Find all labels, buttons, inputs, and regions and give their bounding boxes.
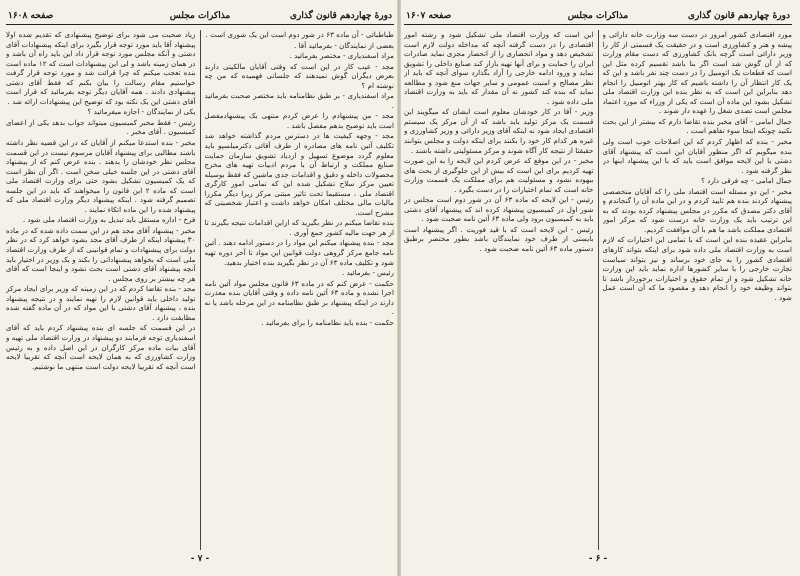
paragraph: مخبر - پیشنهاد آقای مجد هم در این سمت داده شده که در ماده ۳۰ پیشنهاد اینکه از طرف آقای مجد بشود خواهد کرد که در نظر دولت برای پیشنهادات و تمام قوانینی که از طرف وزارت اقتصاد ملی است که بخواهد پیشنهاداتی را بکند و یک وزیر در اختیار باید آنچه پیشنهاد آقای دشتی است بحث نشود و اینجا است که آقای هر چه بیشتر بر روی مجلس . <box>6 225 196 283</box>
paragraph: این است که وزارت اقتصاد ملی تشکیل شود و رشته امور اقتصادی را در دست گرفته آنچه که مداخله دولت لازم است تشخیص دهد و مواد انحصاری را از انحصار مجزی نماید صادرات ایران را حمایت و برای آنها تهیه بازار کند صنایع داخلی را تشویق نماید و ورود ادامه خارجی را آزاد بگذارد سوای آنچه که باید از نظر مصالح و امنیت عمومی و سایر جهات منع شود و مطالعه نماید که بنده کند کشور نه آن مقدار که باید به وزارت اقتصاد ملی داده شود . <box>404 30 594 106</box>
paragraph: بعضی از نمایندگان - بفرمائید آقا . <box>294 40 394 50</box>
paragraph: مخبر - بنده که اظهار کردم که این اصلاحات خوب است ولی بنده میگویم که اگر منظور آقایان این است که پیشنهاد آقای دشتی با این لایحه موافق است باید که با این پیشنهاد اینها در نظر گرفته شود . <box>602 137 792 175</box>
left-page-right-column <box>205 30 395 550</box>
paragraph: رئیس - فقط مخبر کمیسیون میتواند جواب بدهد یکی از اعضای کمیسیون . آقای مخبر . <box>6 117 196 137</box>
paragraph: مخبر - بنده استدعا میکنم از آقایان که در این قضیه نظر داشته باشند مطالبی برای پیشنهاد آقایان مرسوم نیست در این قسمت مجلس نظر خودشان را بدهند . بنده عرض کنم که از پیشنهاد آقای دشتی در این جلسه خیلی سخن است . اگر آن نظر است که یک کمیسیون تشکیل بشود حتی برای وزارت اقتصاد ملی است که ماده ۲ این قانون را میخواهند که باید در این جلسه تصمیم گرفته شود . اینکه پیشنهاد دیگر وزارت اقتصاد ملی که پیشنهاد شده را این ماده اتکاء نمایند . <box>6 138 196 214</box>
right-page <box>404 8 792 566</box>
right-page-header <box>404 8 792 25</box>
right-page-columns <box>404 30 792 550</box>
paragraph: طباطبائی - آن ماده ۶۳ در شور دوم است این یک شوری است . <box>205 30 394 39</box>
paragraph: مخبر - این دو مسئله است اقتصاد ملی را که آقایان متخصصی پیشنهاد کردند بنده هم تایید کردم و در این ماده آن را گنجاندم و آقای دکتر مصدق که مکرر در مجلس پیشنهاد کرده بودند که به این ترتیب باید یک وزارت خانه درست شود که مرکز امور اقتصادی مملکت باشد ما هم با آن موافقت کردیم. <box>602 186 792 234</box>
paragraph: مراد اسفندیاری - بر طبق نظامنامه باید مختصر صحبت بفرمائید . <box>204 91 394 110</box>
paragraph: رئیس - این لایحه که ماده ۶۳ آن در شور دوم است مجلس در شور اول در کمیسیون پیشنهاد کرده اند که پیشنهاد آقای دشتی باید به کمیسیون برود ولی ماده ۶۳ آئین نامه صحبت شود . <box>404 195 594 224</box>
right-page-right-column <box>603 30 793 550</box>
paragraph: مجد - بنده پیشنهاد میکنم این مواد را در دستور ادامه دهند . آئین نامه جامع مرکز گروهی دولت قوانین این مواد تا آخر دوره تهیه شود و تکلیف ماده ۶۳ آن در نظر بگیرید بنده اختیار بدهید. <box>204 238 394 267</box>
column-divider <box>598 30 599 550</box>
paragraph: مجد - عیب کار در این است که وقتی آقایان مالکیتی دارند بعرض دیگران گوش نمیدهند که جلساتی فهمیده که من چه نوشته ام ؟ <box>204 61 394 90</box>
paragraph: زیاد صحبت می شود برای توضیح پیشنهادی که تقدیم شده اولا پیشنهاد آقا باید مورد توجه قرار بگیرد برای اینکه پیشنهادات آقای دشتی و آنکه مجلس مورد توجه قرار داد این باید راه آن باشد و در همان زمینه باشد و لی این پیشنهادات است که ۱۲ ماده است بنده تعجب میکنم که چرا قرائت شد و مورد توجه قرار گرفت خواستیم مقام رسالت را بیان بکنم که فقط آقای دشتی پیشنهادی دادند . همه آقایان دیگر توجه بفرمائید که قرار است آقای دشتی این یک نکته بود که توضیح این پیشنهادات ارائه شد . <box>6 30 196 106</box>
right-page-left-column <box>404 30 594 550</box>
paragraph: مورد اقتصادی کشور امروز در دست سه وزارت خانه دارائی و پیشه و هنر و کشاورزی است و در حقیقت یک قسمتی از کار را وزیر دارائی است گرچه بانک کشاورزی که دست مقام وزارت که از آن گوش شد است اگر بنا باشد تقسیم کرده مثل این است که قطعات یک اتومبیل را در دست چند نفر باشد و این که یک کار انتظار آن را داشته باشیم که کار بهتر اتومبیل را انجام دهد بنابراین این است که به نظر بنده این وزارت اقتصاد ملی تشکیل بشود این ماده آن است که یکی از وزراء که مورد اعتماد مجلس است تصدی شغل را عهده دار شوند . <box>602 30 792 116</box>
paragraph: حکمت - بنده باید نظامنامه را برای بفرمائید . <box>261 317 394 327</box>
paragraph: حکمت - عرض کنم که در ماده ۶۳ قانون مجلس مواد آئین نامه اجرا نشده و ماده ۶۳ آئین نامه داده و وقتی آقایان بنده معذرت دارند در اینکه پیشنهاد بر طبق نظامنامه در این مرحله باشد یا نه . <box>204 278 394 317</box>
paragraph: یکی از نمایندگان - اجازه میفرمائید ؟ <box>87 107 196 117</box>
paragraph: بنابراین عقیده بنده این است که با تمامی این اختیارات که لازم است به وزارت اقتصاد ملی داده شود برای اینکه بتواند کارهای اقتصادی کشور را به جای خود برساند و نیز بتواند سیاست تجارت خارجی را با سایر کشورها اداره نماید باید این وزارت خانه تشکیل شود و از تمام حقوق و اختیارات برخوردار باشد تا بتواند وظیفه خود را انجام دهد و مقصود ما که آن است عمل شود . <box>602 235 792 302</box>
left-page-header <box>6 8 394 25</box>
left-header-title: مذاکرات مجلس <box>169 11 231 21</box>
paragraph: فرخ - اداره مستقل باید تبدیل به وزارت اقتصاد ملی شود . <box>22 215 196 225</box>
paragraph: رئیس - این لایحه است که با قید فوریت . اگر پیشنهاد است بایستی از طرف خود نمایندگان باشد بطور مختصر برطبق دستور ماده ۶۳ آئین نامه صحبت شود . <box>404 224 594 254</box>
column-divider <box>200 30 201 550</box>
paragraph: مجد - بنده تقاضا کردم که در این زمینه که وزیر برای ایجاد مرکز تولید داخلی باید قوانین لازم را تهیه نمایند و در نتیجه پیشنهاد بنده ، پیشنهاد آقای دشتی با این مواد که در آن ماده گفته شده مطابقت دارد . <box>6 284 196 322</box>
paragraph: در این قسمت که جلسه ای بنده پیشنهاد کردم باید که آقای اسفندیاری توجه فرمایند دو پیشنهاد در وزارت اقتصاد ملی تهیه و آقای بیات ماده مرکز کارگران در این اصل داده و به رئیس وزارت کشاورزی که به همان لایحه است آنچه که تقریبا لایحه است آنچه که تقریبا لایحه دولت است منتهی ما نوشتیم. <box>6 323 196 371</box>
right-header-page: صفحه ۱۶۰۷ <box>406 11 452 21</box>
right-header-session: دورۀ چهاردهم قانون گذاری <box>687 11 790 21</box>
paragraph: جمال امامی - چه فرقی دارد ؟ <box>701 176 792 186</box>
paragraph: مراد اسفندیاری - مختصر بفرمائید . <box>289 51 394 61</box>
left-page-number: - ۷ - <box>190 554 210 564</box>
right-page-number: - ۶ - <box>588 554 608 564</box>
right-header-title: مذاکرات مجلس <box>567 11 629 21</box>
left-page <box>6 8 394 566</box>
paragraph: بنده تقاضا میکنم در نظر بگیرید که ازاین اقدامات نتیجه بگیرند تا از هر جهت مالیه کشور جمع آوری . <box>204 218 394 237</box>
left-header-session: دورۀ چهاردهم قانون گذاری <box>289 11 392 21</box>
paragraph: مجد - من پیشنهادم را عرض کردم منتهی یک پیشنهادمفصل است باید توضیح بدهم مفصل باشد . <box>204 111 394 130</box>
book-gutter <box>397 0 401 576</box>
paragraph: مجد - وجهه کیفیت ها در دسترس مردم گذاشته خواهد شد تکلیف آئین نامه های مصادره از طرف آقائی دکترمیلسپو باید معلوم گردد موضوع تسهیل و ازدیاد تشویق سازمان حمایت صنایع مملکت و ارتباط آن با مردم ادبیات تهیه های مخرج محصولات داخله و دقیق و اقدامات جدی ماشین که فقط بوسیله تعیین مرکز سلاح تشکیل شده این که تمامی امور کارگری اقتصاد ملی ، مستقیما تحت تاثیر مبتنی مرکز زیرا دیگر مکررا مالیات مالی مختلف امکان خواهد داشت و اعتبار شخصیتی که مشرح است. <box>204 131 394 217</box>
paragraph: جمال امامی - آقای مخبر بنده تقاضا دارم که بیشتر از این بحث نکنید چونکه اینجا سوء تفاهم است . <box>602 116 792 136</box>
paragraph: وزیر - آقا در کار خودشان معلوم است ایشان که میگویند این قسمت یک مرکز تولید باید باشد که از آن مرکز یک سیستم اقتصادی ایجاد شود نه اینکه آقای وزیر دارائی و وزیر کشاورزی و غیره هر کدام کار خود را بکنند برای اینکه دولت و مجلس بتوانند حقیقتا از نتیجه کار آگاه شوند و مرکز مسئولیتی داشته باشند . <box>404 107 594 155</box>
paragraph: رئیس - بفرمائید . <box>342 268 394 278</box>
left-header-page: صفحه ۱۶۰۸ <box>8 11 54 21</box>
paragraph: مخبر - در این موقع که عرض کردم این لایحه را به این صورت تهیه کردیم برای این است که بیش از این جلوگیری از بحث های بیهوده نشود و مسئولیت هم برای مملکت یک قسمت وزارت خانه است که تمام اختیارات را در دست بگیرد . <box>404 156 594 194</box>
left-page-columns <box>6 30 394 550</box>
left-page-left-column <box>6 30 196 550</box>
